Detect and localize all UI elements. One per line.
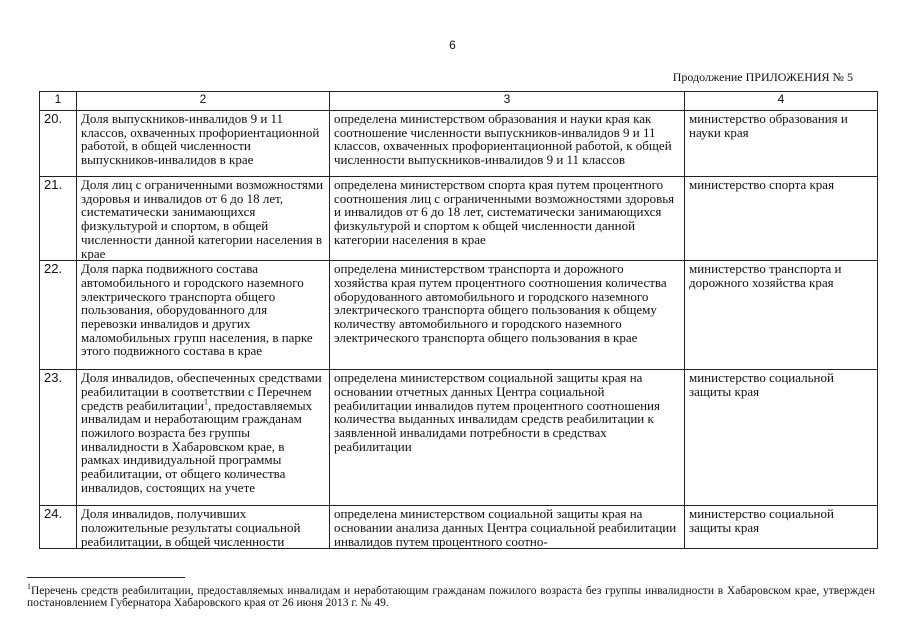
responsible-cell: министерство социальной защиты края	[685, 506, 878, 549]
table-row	[40, 370, 878, 506]
page-number: 6	[449, 38, 456, 52]
method-cell: определена министерством спорта края путем процентного соотношения лиц с ограниченными возможностями здоровья и инвалидов от 6 до 18 лет, систематически занимающихся физкультурой и спортом к общей численности данной категории населения в крае	[330, 177, 685, 261]
indicator-cell	[77, 370, 330, 506]
responsible-cell: министерство спорта края	[685, 177, 878, 261]
row-number: 24.	[40, 506, 77, 549]
footnote-text: Перечень средств реабилитации, предоставляемых инвалидам и неработающим гражданам пожилого возраста без группы инвалидности в Хабаровском крае, утвержден постановлением Губернатора Хабаровского края от 26 июня 2013 г. № 49.	[27, 585, 875, 609]
responsible-cell: министерство транспорта и дорожного хозяйства края	[685, 261, 878, 370]
indicator-text: Доля инвалидов, обеспеченных средствами реабилитации в соответствии с Перечнем средств реабилитации	[81, 370, 322, 413]
footnote	[27, 582, 875, 609]
indicator-cell: Доля выпускников-инвалидов 9 и 11 классов, охваченных профориентационной работой, в общей численности выпускников-инвалидов в крае	[77, 111, 330, 177]
column-header: 1	[40, 92, 77, 111]
method-cell: определена министерством социальной защиты края на основании анализа данных Центра социальной реабилитации инвалидов путем процентного соотно-	[330, 506, 685, 549]
table-header-row	[40, 92, 878, 111]
method-cell: определена министерством образования и науки края как соотношение численности выпускников-инвалидов 9 и 11 классов, охваченных профориентационной работой, к общей численности выпускников-инвалидов 9 и 11 классов	[330, 111, 685, 177]
method-cell: определена министерством транспорта и дорожного хозяйства края путем процентного соотношения количества оборудованного автомобильного и городского наземного электрического транспорта общего пользования к общему количеству автомобильного и городского наземного электрического транспорта общего пользования в крае	[330, 261, 685, 370]
table-row	[40, 506, 878, 549]
method-cell: определена министерством социальной защиты края на основании отчетных данных Центра социальной реабилитации инвалидов путем процентного соотношения количества выданных инвалидам средств реабилитации к заявленной инвалидами потребности в средствах реабилитации	[330, 370, 685, 506]
indicator-text-continued: , предоставляемых инвалидам и неработающим гражданам пожилого возраста без группы инвалидности в Хабаровском крае, в рамках индивидуальной программы реабилитации, от общего количества инвалидов, состоящих на учете	[81, 397, 313, 495]
row-number: 23.	[40, 370, 77, 506]
appendix-continuation-label: Продолжение ПРИЛОЖЕНИЯ № 5	[672, 70, 853, 84]
row-number: 21.	[40, 177, 77, 261]
footnote-marker: 1	[27, 582, 31, 592]
footnote-divider	[27, 577, 185, 578]
footnote-reference[interactable]: 1	[204, 397, 209, 407]
indicator-cell: Доля парка подвижного состава автомобильного и городского наземного электрического транспорта общего пользования, оборудованного для перевозки инвалидов и других маломобильных групп населения, в парке этого подвижного состава в крае	[77, 261, 330, 370]
responsible-cell: министерство социальной защиты края	[685, 370, 878, 506]
indicator-cell: Доля лиц с ограниченными возможностями здоровья и инвалидов от 6 до 18 лет, систематически занимающихся физкультурой и спортом, в общей численности данной категории населения в крае	[77, 177, 330, 261]
column-header: 4	[685, 92, 878, 111]
column-header: 2	[77, 92, 330, 111]
row-number: 22.	[40, 261, 77, 370]
table-row	[40, 261, 878, 370]
responsible-cell: министерство образования и науки края	[685, 111, 878, 177]
column-header: 3	[330, 92, 685, 111]
indicator-cell: Доля инвалидов, получивших положительные результаты социальной реабилитации, в общей численности	[77, 506, 330, 549]
row-number: 20.	[40, 111, 77, 177]
indicators-table	[39, 91, 878, 549]
table-row	[40, 177, 878, 261]
table-row	[40, 111, 878, 177]
